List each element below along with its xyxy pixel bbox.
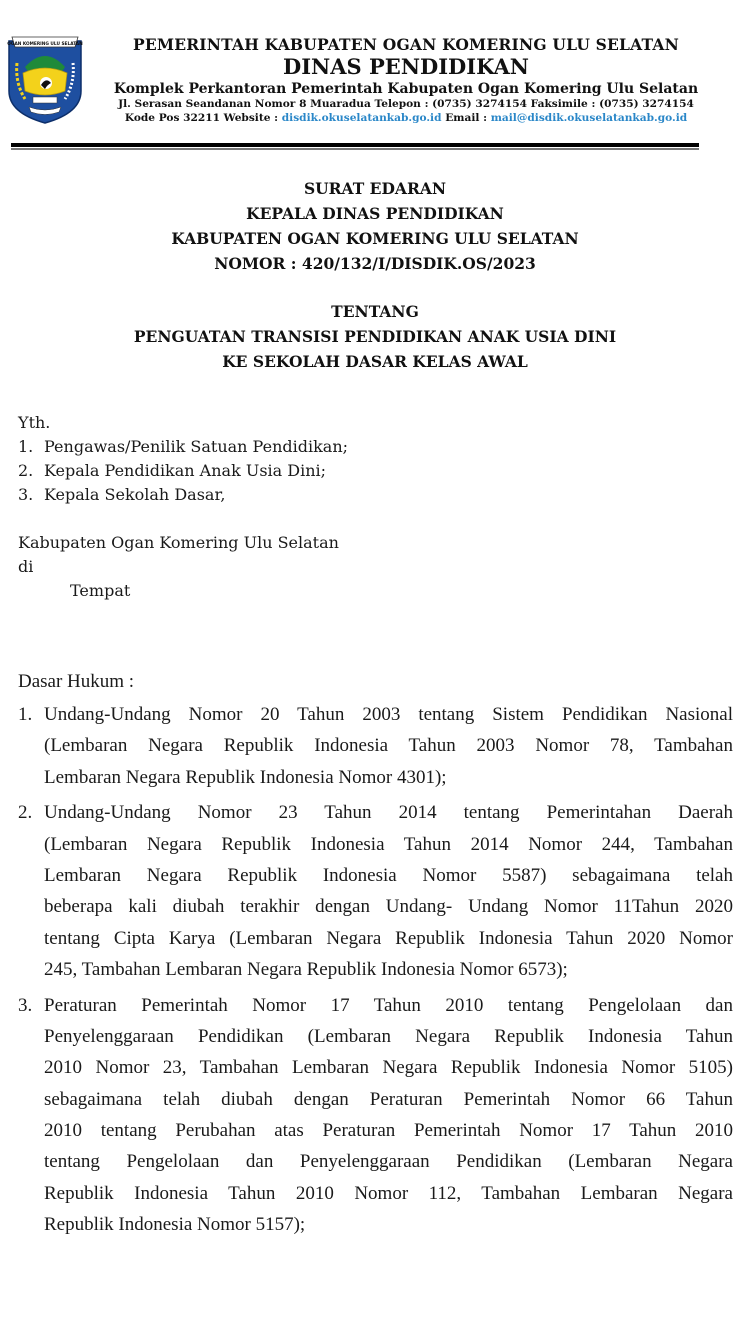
legal-basis-line — [44, 954, 733, 985]
legal-basis-line — [44, 891, 733, 922]
letterhead-divider-thin — [11, 148, 699, 150]
legal-basis-line — [44, 1084, 733, 1115]
letterhead-divider-thick — [11, 143, 699, 147]
legal-basis-item-number: 3. — [18, 994, 33, 1016]
document-title — [0, 176, 750, 276]
salutation: Yth. — [18, 413, 51, 432]
coat-of-arms-icon — [3, 33, 87, 125]
legal-basis-item — [18, 990, 733, 1241]
website-link[interactable]: disdik.okuselatankab.go.id — [281, 112, 442, 124]
legal-basis-line-text: 2010 tentang Perubahan atas Peraturan Pemerintah Nomor 17 Tahun 2010 — [44, 1120, 733, 1142]
legal-basis-item-number: 1. — [18, 704, 33, 725]
about-label: TENTANG — [331, 302, 419, 321]
legal-basis-item-number: 2. — [18, 802, 33, 824]
legal-basis-heading: Dasar Hukum : — [18, 671, 135, 692]
legal-basis-list — [18, 699, 733, 1241]
title-line: SURAT EDARAN — [303, 179, 447, 198]
document-number: NOMOR : 420/132/I/DISDIK.OS/2023 — [214, 254, 536, 273]
legal-basis-line-text: 2010 Nomor 23, Tambahan Lembaran Negara Republik Indonesia Nomor 5105) — [44, 1057, 733, 1079]
recipient-item: 3. Kepala Sekolah Dasar, — [18, 485, 226, 504]
recipient-region: Kabupaten Ogan Komering Ulu Selatan — [18, 533, 339, 552]
legal-basis-line-text: (Lembaran Negara Republik Indonesia Tahun 2003 Nomor 78, Tambahan — [44, 735, 733, 757]
office-address: Jl. Serasan Seandanan Nomor 8 Muaradua Telepon : (0735) 3274154 Faksimile : (0735) 3274154 — [118, 98, 694, 110]
legal-basis-line — [44, 829, 733, 860]
email-label: Email : — [441, 112, 491, 124]
legal-basis-line-text: beberapa kali diubah terakhir dengan Undang- Undang Nomor 11Tahun 2020 — [44, 896, 733, 918]
legal-basis-line-text: Peraturan Pemerintah Nomor 17 Tahun 2010 tentang Pengelolaan dan — [44, 994, 733, 1016]
email-link[interactable]: mail@disdik.okuselatankab.go.id — [490, 112, 688, 124]
legal-basis-line — [44, 990, 733, 1021]
agency-name: DINAS PENDIDIKAN — [283, 54, 529, 79]
logo-banner-text: OGAN KOMERING ULU SELATAN — [7, 42, 83, 47]
title-line: KEPALA DINAS PENDIDIKAN — [246, 204, 504, 223]
legal-basis-line-text: Republik Indonesia Tahun 2010 Nomor 112, Tambahan Lembaran Negara — [44, 1182, 733, 1204]
legal-basis-line-text: (Lembaran Negara Republik Indonesia Tahun 2014 Nomor 244, Tambahan — [44, 833, 733, 855]
legal-basis-line — [44, 1052, 733, 1083]
legal-basis-line — [44, 1209, 733, 1240]
recipient-item: 1. Pengawas/Penilik Satuan Pendidikan; — [18, 437, 349, 456]
legal-basis-line-text: 245, Tambahan Lembaran Negara Republik Indonesia Nomor 6573); — [44, 959, 568, 981]
logo-graphic — [3, 33, 87, 125]
recipient-place: Tempat — [70, 581, 131, 600]
legal-basis-line — [44, 923, 733, 954]
subject-line: PENGUATAN TRANSISI PENDIDIKAN ANAK USIA DINI — [133, 327, 617, 346]
postal-code-label: Kode Pos 32211 Website : — [124, 112, 282, 124]
recipient-item: 2. Kepala Pendidikan Anak Usia Dini; — [18, 461, 327, 480]
legal-basis-line — [44, 699, 733, 730]
legal-basis-line-text: Republik Indonesia Nomor 5157); — [44, 1214, 306, 1236]
legal-basis-line-text: Lembaran Negara Republik Indonesia Nomor 4301); — [44, 766, 447, 788]
legal-basis-item — [18, 797, 733, 985]
legal-basis-line — [44, 797, 733, 828]
legal-basis-line — [44, 762, 733, 793]
legal-basis-line — [44, 1021, 733, 1052]
legal-basis-line-text: sebagaimana telah diubah dengan Peraturan Pemerintah Nomor 66 Tahun — [44, 1088, 733, 1110]
subject-line: KE SEKOLAH DASAR KELAS AWAL — [222, 352, 528, 371]
office-complex: Komplek Perkantoran Pemerintah Kabupaten Ogan Komering Ulu Selatan — [113, 81, 699, 97]
legal-basis-line-text: Undang-Undang Nomor 23 Tahun 2014 tentang Pemerintahan Daerah — [44, 802, 733, 824]
legal-basis-line — [44, 1146, 733, 1177]
legal-basis-line — [44, 730, 733, 761]
legal-basis-line-text: Penyelenggaraan Pendidikan (Lembaran Negara Republik Indonesia Tahun — [44, 1025, 733, 1047]
document-subject — [0, 299, 750, 374]
legal-basis-line-text: tentang Cipta Karya (Lembaran Negara Republik Indonesia Tahun 2020 Nomor — [44, 927, 733, 949]
legal-basis-line — [44, 860, 733, 891]
legal-basis-line — [44, 1178, 733, 1209]
legal-basis-section — [18, 669, 733, 1241]
spacer — [18, 507, 438, 531]
letterhead — [0, 0, 750, 160]
legal-basis-item — [18, 699, 733, 793]
government-name: PEMERINTAH KABUPATEN OGAN KOMERING ULU SELATAN — [132, 35, 680, 54]
recipient-di: di — [18, 557, 34, 576]
contact-line — [96, 111, 716, 125]
legal-basis-line-text: Lembaran Negara Republik Indonesia Nomor 5587) sebagaimana telah — [44, 864, 733, 886]
legal-basis-line-text: tentang Pengelolaan dan Penyelenggaraan Pendidikan (Lembaran Negara — [44, 1151, 733, 1173]
letterhead-text — [96, 36, 716, 125]
legal-basis-line — [44, 1115, 733, 1146]
addressee-block — [18, 411, 438, 603]
title-line: KABUPATEN OGAN KOMERING ULU SELATAN — [171, 229, 579, 248]
legal-basis-line-text: Undang-Undang Nomor 20 Tahun 2003 tentang Sistem Pendidikan Nasional — [44, 704, 733, 725]
